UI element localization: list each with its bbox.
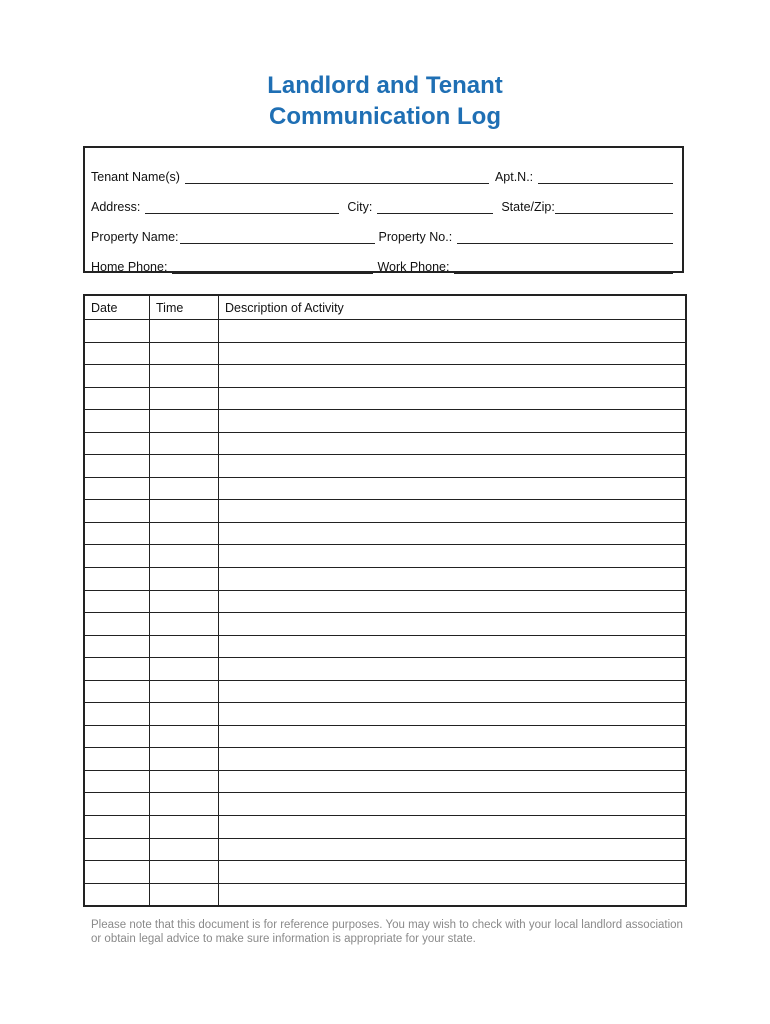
time-cell[interactable]: [150, 725, 219, 748]
date-cell[interactable]: [84, 748, 150, 771]
description-cell[interactable]: [219, 568, 687, 591]
date-cell[interactable]: [84, 342, 150, 365]
table-row: [84, 770, 686, 793]
city-field[interactable]: [377, 199, 493, 214]
description-cell[interactable]: [219, 658, 687, 681]
description-cell[interactable]: [219, 725, 687, 748]
time-cell[interactable]: [150, 883, 219, 906]
table-row: [84, 387, 686, 410]
description-cell[interactable]: [219, 522, 687, 545]
apt-label: Apt.N.:: [494, 170, 534, 184]
date-cell[interactable]: [84, 568, 150, 591]
table-row: [84, 477, 686, 500]
time-cell[interactable]: [150, 861, 219, 884]
date-cell[interactable]: [84, 387, 150, 410]
date-cell[interactable]: [84, 613, 150, 636]
description-column-header: Description of Activity: [219, 295, 687, 320]
property-row: [91, 226, 673, 244]
table-row: [84, 816, 686, 839]
table-row: [84, 568, 686, 591]
description-cell[interactable]: [219, 838, 687, 861]
tenant-names-field[interactable]: [185, 169, 489, 184]
table-row: [84, 680, 686, 703]
description-cell[interactable]: [219, 320, 687, 343]
date-cell[interactable]: [84, 635, 150, 658]
table-row: [84, 455, 686, 478]
date-cell[interactable]: [84, 816, 150, 839]
time-cell[interactable]: [150, 522, 219, 545]
log-header-row: [84, 295, 686, 320]
table-row: [84, 635, 686, 658]
work-phone-field[interactable]: [454, 259, 673, 274]
table-row: [84, 883, 686, 906]
date-cell[interactable]: [84, 838, 150, 861]
document-title: [0, 70, 770, 132]
description-cell[interactable]: [219, 432, 687, 455]
date-cell[interactable]: [84, 320, 150, 343]
description-cell[interactable]: [219, 613, 687, 636]
time-cell[interactable]: [150, 477, 219, 500]
time-cell[interactable]: [150, 590, 219, 613]
description-cell[interactable]: [219, 748, 687, 771]
address-row: [91, 196, 673, 214]
table-row: [84, 613, 686, 636]
date-cell[interactable]: [84, 590, 150, 613]
date-cell[interactable]: [84, 522, 150, 545]
home-phone-field[interactable]: [172, 259, 373, 274]
description-cell[interactable]: [219, 680, 687, 703]
time-cell[interactable]: [150, 545, 219, 568]
state-zip-label: State/Zip:: [501, 200, 555, 214]
description-cell[interactable]: [219, 635, 687, 658]
table-row: [84, 703, 686, 726]
time-cell[interactable]: [150, 748, 219, 771]
property-no-field[interactable]: [457, 229, 673, 244]
address-label: Address:: [91, 200, 141, 214]
date-cell[interactable]: [84, 680, 150, 703]
description-cell[interactable]: [219, 703, 687, 726]
tenant-info-box: [83, 146, 684, 273]
time-cell[interactable]: [150, 680, 219, 703]
time-cell[interactable]: [150, 793, 219, 816]
time-cell[interactable]: [150, 500, 219, 523]
table-row: [84, 432, 686, 455]
title-line-2: Communication Log: [269, 103, 501, 130]
property-no-label: Property No.:: [378, 230, 453, 244]
log-body: [84, 320, 686, 907]
work-phone-label: Work Phone:: [377, 260, 450, 274]
tenant-name-row: [91, 166, 673, 184]
table-row: [84, 410, 686, 433]
disclaimer-note: Please note that this document is for reference purposes. You may wish to check with your local landlord association or obtain legal advice to make sure information is appropriate for your state.: [91, 919, 683, 945]
description-cell[interactable]: [219, 816, 687, 839]
address-field[interactable]: [145, 199, 339, 214]
table-row: [84, 658, 686, 681]
description-cell[interactable]: [219, 793, 687, 816]
table-row: [84, 320, 686, 343]
state-zip-field[interactable]: [555, 199, 673, 214]
home-phone-label: Home Phone:: [91, 260, 168, 274]
tenant-names-label: Tenant Name(s): [91, 170, 180, 184]
time-cell[interactable]: [150, 658, 219, 681]
table-row: [84, 861, 686, 884]
time-cell[interactable]: [150, 770, 219, 793]
time-cell[interactable]: [150, 568, 219, 591]
property-name-label: Property Name:: [91, 230, 179, 244]
date-cell[interactable]: [84, 410, 150, 433]
time-cell[interactable]: [150, 365, 219, 388]
time-cell[interactable]: [150, 410, 219, 433]
time-cell[interactable]: [150, 838, 219, 861]
description-cell[interactable]: [219, 365, 687, 388]
date-cell[interactable]: [84, 365, 150, 388]
table-row: [84, 522, 686, 545]
date-cell[interactable]: [84, 883, 150, 906]
time-cell[interactable]: [150, 635, 219, 658]
description-cell[interactable]: [219, 477, 687, 500]
date-cell[interactable]: [84, 545, 150, 568]
time-column-header: Time: [150, 295, 219, 320]
date-cell[interactable]: [84, 703, 150, 726]
time-cell[interactable]: [150, 320, 219, 343]
description-cell[interactable]: [219, 455, 687, 478]
time-cell[interactable]: [150, 703, 219, 726]
description-cell[interactable]: [219, 410, 687, 433]
property-name-field[interactable]: [180, 229, 375, 244]
date-cell[interactable]: [84, 658, 150, 681]
date-cell[interactable]: [84, 432, 150, 455]
date-cell[interactable]: [84, 770, 150, 793]
table-row: [84, 838, 686, 861]
date-column-header: Date: [84, 295, 150, 320]
table-row: [84, 748, 686, 771]
time-cell[interactable]: [150, 432, 219, 455]
table-row: [84, 365, 686, 388]
description-cell[interactable]: [219, 342, 687, 365]
description-cell[interactable]: [219, 883, 687, 906]
date-cell[interactable]: [84, 477, 150, 500]
table-row: [84, 545, 686, 568]
apt-field[interactable]: [538, 169, 673, 184]
date-cell[interactable]: [84, 725, 150, 748]
description-cell[interactable]: [219, 545, 687, 568]
date-cell[interactable]: [84, 500, 150, 523]
time-cell[interactable]: [150, 387, 219, 410]
description-cell[interactable]: [219, 387, 687, 410]
time-cell[interactable]: [150, 342, 219, 365]
city-label: City:: [347, 200, 373, 214]
table-row: [84, 590, 686, 613]
date-cell[interactable]: [84, 793, 150, 816]
description-cell[interactable]: [219, 770, 687, 793]
description-cell[interactable]: [219, 500, 687, 523]
date-cell[interactable]: [84, 861, 150, 884]
phone-row: [91, 256, 673, 274]
table-row: [84, 342, 686, 365]
description-cell[interactable]: [219, 861, 687, 884]
title-line-1: Landlord and Tenant: [267, 72, 503, 99]
description-cell[interactable]: [219, 590, 687, 613]
table-row: [84, 500, 686, 523]
time-cell[interactable]: [150, 613, 219, 636]
time-cell[interactable]: [150, 455, 219, 478]
table-row: [84, 725, 686, 748]
communication-log-table: [83, 294, 687, 907]
table-row: [84, 793, 686, 816]
time-cell[interactable]: [150, 816, 219, 839]
date-cell[interactable]: [84, 455, 150, 478]
